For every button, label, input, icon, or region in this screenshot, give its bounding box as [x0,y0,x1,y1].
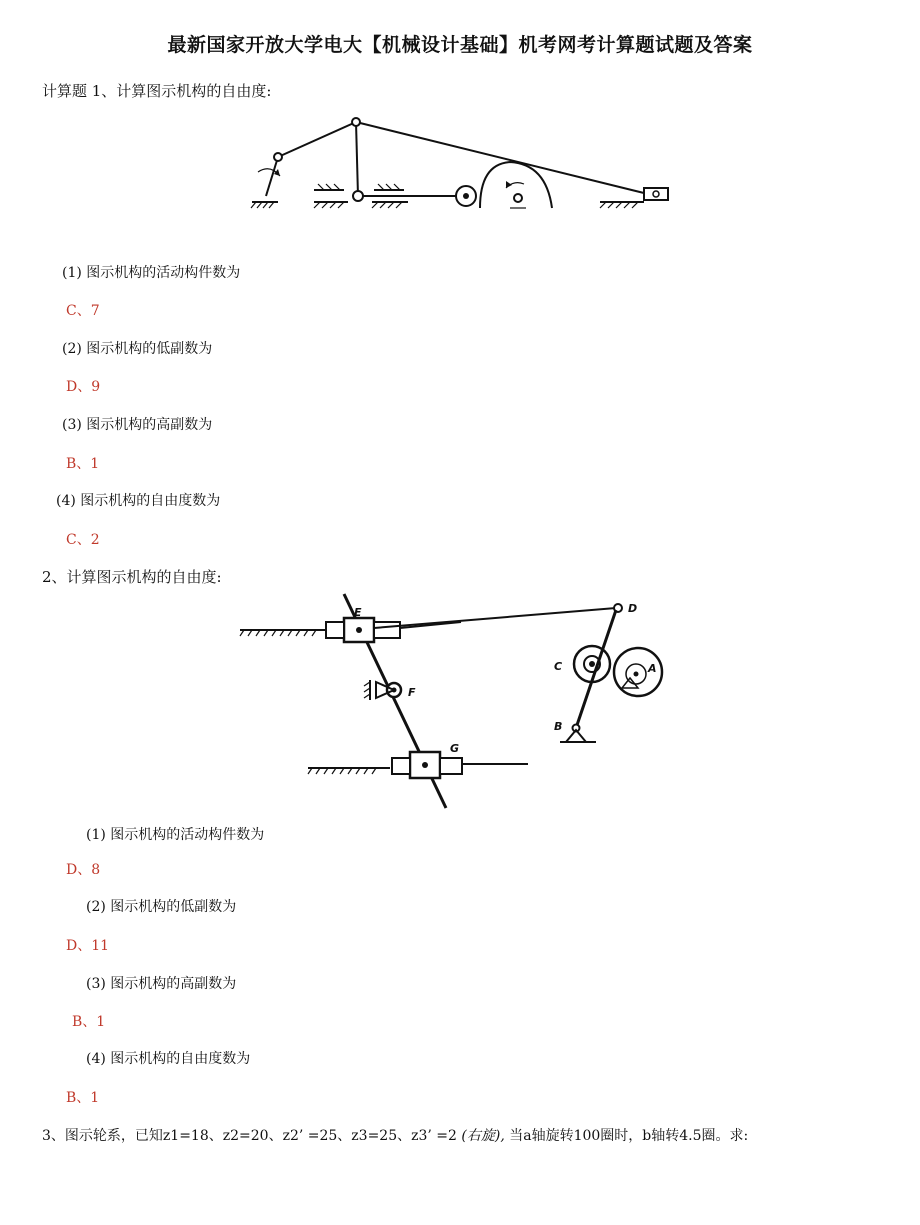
q2-item-1-answer: D、8 [66,862,101,878]
label-e: E [354,606,362,619]
label-c: C [554,660,563,673]
label-a: A [648,662,657,675]
page-title: 最新国家开放大学电大【机械设计基础】机考网考计算题试题及答案 [167,34,753,56]
q1-item-4-question: (4) 图示机构的自由度数为 [56,493,221,509]
q1-mechanism-diagram [248,112,688,212]
q2-item-2-question: (2) 图示机构的低副数为 [86,899,237,915]
label-g: G [450,742,460,755]
q2-item-1-question: (1) 图示机构的活动构件数为 [86,827,265,843]
label-d: D [628,602,638,615]
q1-item-2-question: (2) 图示机构的低副数为 [62,341,213,357]
q2-item-3-answer: B、1 [72,1014,106,1030]
q1-heading: 计算题 1、计算图示机构的自由度: [42,82,272,100]
q2-item-4-answer: B、1 [66,1090,100,1106]
label-b: B [554,720,563,733]
q3-text [42,1125,748,1145]
q2-mechanism-diagram [236,592,696,812]
q1-item-3-answer: B、1 [66,456,100,472]
q2-heading: 2、计算图示机构的自由度: [42,568,222,586]
q2-item-3-question: (3) 图示机构的高副数为 [86,976,237,992]
q1-item-4-answer: C、2 [66,532,100,548]
q1-item-1-answer: C、7 [66,303,100,319]
q3-tail: 当a轴旋转100圈时，b轴转4.5圈。求: [509,1128,749,1144]
q3-heading: 3、图示轮系，已知z1=18、z2=20、z2’ =25、z3=25、z3’ =2 [42,1128,457,1144]
q3-note: (右旋), [461,1128,505,1144]
label-f: F [408,686,416,699]
q1-item-2-answer: D、9 [66,379,101,395]
q2-item-4-question: (4) 图示机构的自由度数为 [86,1051,251,1067]
q1-item-1-question: (1) 图示机构的活动构件数为 [62,265,241,281]
q1-item-3-question: (3) 图示机构的高副数为 [62,417,213,433]
q2-item-2-answer: D、11 [66,938,110,954]
